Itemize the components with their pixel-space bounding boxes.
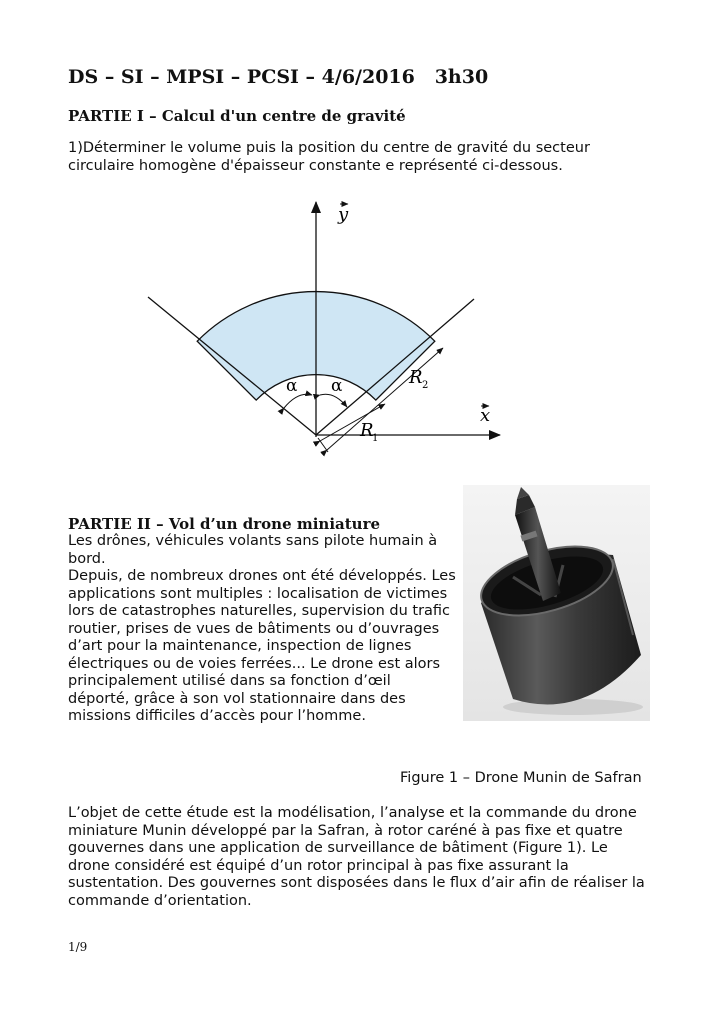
text-line: miniature Munin développé par la Safran, à rotor caréné à pas fixe et quatre [68, 822, 623, 839]
alpha-left-label: α [286, 376, 298, 396]
part3-block [68, 805, 668, 910]
text-line: sustentation. Des gouvernes sont disposées dans le flux d’air afin de réaliser la [68, 875, 645, 891]
r2-label: R [409, 367, 423, 388]
text-line: drone considéré est équipé d’un rotor principal à pas fixe assurant la [68, 857, 569, 874]
r2-extension [318, 438, 328, 452]
text-line: routier, prises de vues de bâtiments ou d’ouvrages [68, 620, 440, 637]
figure-caption: Figure 1 – Drone Munin de Safran [400, 770, 642, 786]
part2-heading: PARTIE II – Vol d’un drone miniature [68, 515, 381, 533]
page-title: DS – SI – MPSI – PCSI – 4/6/2016 3h30 [68, 66, 489, 88]
part2-block [68, 515, 463, 726]
part1-question [68, 140, 668, 175]
text-line: lors de catastrophes naturelles, supervision du trafic [68, 603, 451, 619]
text-line: L’objet de cette étude est la modélisation, l’analyse et la commande du drone [68, 805, 637, 821]
text-line: circulaire homogène d'épaisseur constante e représenté ci-dessous. [68, 157, 563, 174]
text-line: bord. [68, 550, 106, 567]
alpha-arc-left [284, 394, 312, 408]
text-line: missions difficiles d’accès pour l’homme. [68, 708, 366, 724]
text-line: applications sont multiples : localisation de victimes [68, 585, 448, 602]
drone-photo [463, 485, 650, 721]
sector-figure [140, 195, 520, 460]
text-line: 1)Déterminer le volume puis la position du centre de gravité du secteur [68, 140, 590, 156]
text-line: commande d’orientation. [68, 892, 252, 909]
alpha-right-label: α [331, 376, 343, 396]
text-line: déporté, grâce à son vol stationnaire dans des [68, 690, 406, 707]
alpha-arc-right [320, 394, 347, 407]
text-line: gouvernes dans une application de surveillance de bâtiment (Figure 1). Le [68, 840, 608, 856]
r2-subscript: 2 [422, 380, 429, 391]
page-number: 1/9 [68, 940, 88, 954]
text-line: principalement utilisé dans sa fonction d’œil [68, 673, 391, 689]
text-line: électriques ou de voies ferrées... Le drone est alors [68, 655, 441, 672]
text-line: Les drônes, véhicules volants sans pilote humain à [68, 533, 438, 549]
r1-label: R [360, 420, 374, 441]
part1-heading: PARTIE I – Calcul d'un centre de gravité [68, 107, 406, 125]
y-label: y [338, 204, 349, 225]
x-label: x [480, 405, 491, 426]
text-line: Depuis, de nombreux drones ont été développés. Les [68, 568, 456, 584]
text-line: d’art pour la maintenance, inspection de lignes [68, 638, 412, 654]
r1-subscript: 1 [372, 433, 379, 444]
